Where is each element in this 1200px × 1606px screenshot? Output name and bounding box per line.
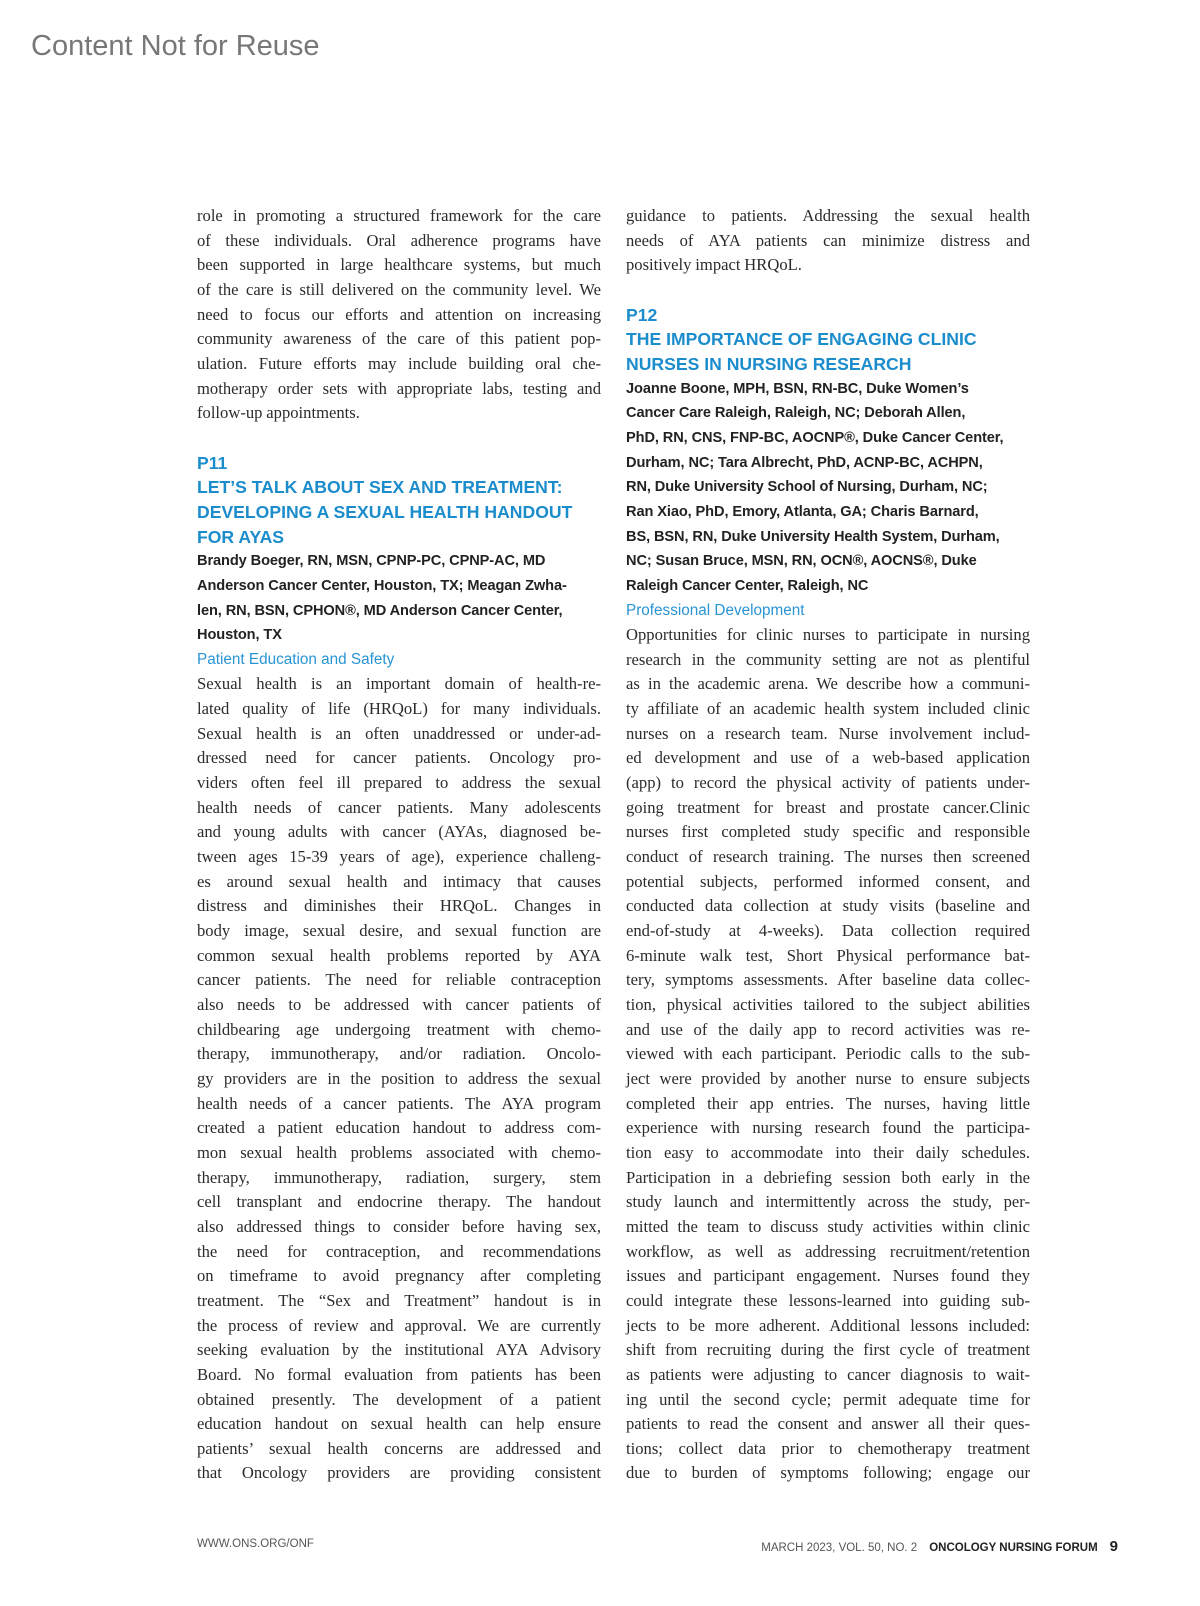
text-line: THE IMPORTANCE OF ENGAGING CLINIC bbox=[626, 329, 977, 350]
text-line: therapy, immunotherapy, and/or radiation. Oncolo- bbox=[197, 1044, 601, 1064]
text-line: 6-minute walk test, Short Physical performance bat- bbox=[626, 945, 1030, 965]
text-line: jects to be more adherent. Additional lessons included: bbox=[626, 1315, 1030, 1335]
text-line: viewed with each participant. Periodic calls to the sub- bbox=[626, 1044, 1030, 1064]
text-line: issues and participant engagement. Nurses found they bbox=[626, 1266, 1030, 1286]
text-line: cancer patients. The need for reliable contraception bbox=[197, 970, 601, 990]
text-line: tions; collect data prior to chemotherapy treatment bbox=[626, 1438, 1030, 1458]
abstract-category bbox=[626, 599, 1030, 624]
footer-issue: MARCH 2023, VOL. 50, NO. 2 bbox=[761, 1542, 918, 1554]
right-column bbox=[626, 204, 1030, 1486]
text-line: workflow, as well as addressing recruitment/retention bbox=[626, 1241, 1030, 1261]
body-paragraph bbox=[626, 204, 1030, 278]
text-line: Participation in a debriefing session both early in the bbox=[626, 1167, 1030, 1187]
left-column bbox=[197, 204, 601, 1486]
text-line: Professional Development bbox=[626, 601, 805, 619]
text-line: and young adults with cancer (AYAs, diagnosed be- bbox=[197, 822, 601, 842]
text-line: been supported in large healthcare systems, but much bbox=[197, 255, 601, 275]
text-line: treatment. The “Sex and Treatment” handout is in bbox=[197, 1290, 601, 1310]
text-line: on timeframe to avoid pregnancy after completing bbox=[197, 1266, 601, 1286]
text-line: Raleigh Cancer Center, Raleigh, NC bbox=[626, 577, 869, 594]
text-line: nurses first completed study specific and responsible bbox=[626, 822, 1030, 842]
text-line: shift from recruiting during the first cycle of treatment bbox=[626, 1340, 1030, 1360]
text-line: distress and diminishes their HRQoL. Changes in bbox=[197, 896, 601, 916]
text-line: therapy, immunotherapy, radiation, surgery, stem bbox=[197, 1167, 601, 1187]
text-line: completed their app entries. The nurses, having little bbox=[626, 1093, 1030, 1113]
text-line: Ran Xiao, PhD, Emory, Atlanta, GA; Charis Barnard, bbox=[626, 503, 979, 520]
text-line: obtained presently. The development of a patient bbox=[197, 1389, 601, 1409]
text-line: potential subjects, performed informed consent, and bbox=[626, 871, 1030, 891]
text-line: RN, Duke University School of Nursing, Durham, NC; bbox=[626, 479, 988, 496]
text-line: ject were provided by another nurse to ensure subjects bbox=[626, 1068, 1030, 1088]
text-line: conduct of research training. The nurses then screened bbox=[626, 847, 1030, 867]
text-line: follow-up appointments. bbox=[197, 403, 360, 423]
text-line: BS, BSN, RN, Duke University Health System, Durham, bbox=[626, 528, 1000, 545]
text-line: motherapy order sets with appropriate labs, testing and bbox=[197, 378, 601, 398]
text-line: patients’ sexual health concerns are addressed and bbox=[197, 1438, 601, 1458]
text-line: P12 bbox=[626, 304, 658, 325]
text-line: es around sexual health and intimacy that causes bbox=[197, 871, 601, 891]
text-line: PhD, RN, CNS, FNP-BC, AOCNP®, Duke Cancer Center, bbox=[626, 429, 1004, 446]
text-line: health needs of a cancer patients. The AYA program bbox=[197, 1093, 601, 1113]
text-line: need to focus our efforts and attention on increasing bbox=[197, 304, 601, 324]
text-line: common sexual health problems reported by AYA bbox=[197, 945, 601, 965]
text-line: that Oncology providers are providing consistent bbox=[197, 1463, 601, 1483]
text-line: as in the academic arena. We describe how a communi- bbox=[626, 674, 1030, 694]
text-line: tery, symptoms assessments. After baseline data collec- bbox=[626, 970, 1030, 990]
text-line: ulation. Future efforts may include building oral che- bbox=[197, 353, 601, 373]
text-line: education handout on sexual health can help ensure bbox=[197, 1414, 601, 1434]
watermark-text: Content Not for Reuse bbox=[31, 30, 320, 62]
text-line: needs of AYA patients can minimize distress and bbox=[626, 230, 1030, 250]
text-line: tion, physical activities tailored to the subject abilities bbox=[626, 995, 1030, 1014]
text-line: tween ages 15-39 years of age), experience challeng- bbox=[197, 847, 601, 867]
text-line: due to burden of symptoms following; engage our bbox=[626, 1463, 1030, 1483]
text-line: nurses on a research team. Nurse involvement includ- bbox=[626, 723, 1030, 743]
text-line: dressed need for cancer patients. Oncology pro- bbox=[197, 748, 601, 768]
abstract-heading bbox=[626, 303, 1030, 377]
text-line: as patients were adjusting to cancer diagnosis to wait- bbox=[626, 1364, 1030, 1384]
text-line: lated quality of life (HRQoL) for many individuals. bbox=[197, 699, 601, 719]
text-line: Durham, NC; Tara Albrecht, PhD, ACNP-BC, ACHPN, bbox=[626, 454, 983, 471]
body-paragraph bbox=[197, 204, 601, 426]
spacer bbox=[626, 278, 1030, 303]
text-line: Board. No formal evaluation from patients has been bbox=[197, 1364, 601, 1384]
text-line: body image, sexual desire, and sexual function are bbox=[197, 921, 601, 941]
text-line: guidance to patients. Addressing the sexual health bbox=[626, 206, 1030, 225]
spacer bbox=[197, 426, 601, 451]
text-line: role in promoting a structured framework for the care bbox=[197, 206, 601, 225]
text-line: Anderson Cancer Center, Houston, TX; Meagan Zwha- bbox=[197, 577, 567, 594]
text-line: Houston, TX bbox=[197, 627, 282, 644]
text-line: Patient Education and Safety bbox=[197, 650, 395, 668]
text-line: NC; Susan Bruce, MSN, RN, OCN®, AOCNS®, Duke bbox=[626, 553, 977, 570]
text-line: mitted the team to discuss study activities within clinic bbox=[626, 1216, 1030, 1236]
page-number: 9 bbox=[1109, 1538, 1118, 1555]
text-line: also addressed things to consider before having sex, bbox=[197, 1216, 601, 1236]
text-line: and use of the daily app to record activities was re- bbox=[626, 1019, 1030, 1039]
text-line: Joanne Boone, MPH, BSN, RN-BC, Duke Women’s bbox=[626, 380, 969, 397]
footer-url: WWW.ONS.ORG/ONF bbox=[197, 1538, 314, 1550]
text-line: ty affiliate of an academic health system included clinic bbox=[626, 699, 1030, 719]
footer-right bbox=[761, 1538, 1118, 1555]
text-line: community awareness of the care of this patient pop- bbox=[197, 329, 601, 349]
text-line: tion easy to accommodate into their daily schedules. bbox=[626, 1142, 1030, 1162]
text-line: cell transplant and endocrine therapy. The handout bbox=[197, 1192, 601, 1212]
text-line: end-of-study at 4-weeks). Data collection required bbox=[626, 921, 1030, 941]
text-line: also needs to be addressed with cancer patients of bbox=[197, 995, 601, 1014]
text-line: research in the community setting are not as plentiful bbox=[626, 649, 1030, 669]
text-line: DEVELOPING A SEXUAL HEALTH HANDOUT bbox=[197, 501, 573, 522]
text-line: Brandy Boeger, RN, MSN, CPNP-PC, CPNP-AC, MD bbox=[197, 553, 546, 570]
text-line: (app) to record the physical activity of patients under- bbox=[626, 773, 1030, 793]
text-line: the need for contraception, and recommendations bbox=[197, 1241, 601, 1261]
text-line: ing until the second cycle; permit adequate time for bbox=[626, 1389, 1030, 1409]
abstract-category bbox=[197, 648, 601, 673]
text-line: viders often feel ill prepared to address the sexual bbox=[197, 773, 601, 793]
text-line: conducted data collection at study visits (baseline and bbox=[626, 896, 1030, 916]
text-line: NURSES IN NURSING RESEARCH bbox=[626, 353, 912, 374]
abstract-heading bbox=[197, 451, 601, 550]
text-line: experience with nursing research found the participa- bbox=[626, 1118, 1030, 1138]
text-line: Sexual health is an important domain of health-re- bbox=[197, 674, 601, 694]
text-line: len, RN, BSN, CPHON®, MD Anderson Cancer Center, bbox=[197, 602, 563, 619]
author-list bbox=[197, 549, 601, 648]
text-line: created a patient education handout to address com- bbox=[197, 1118, 601, 1138]
text-line: Cancer Care Raleigh, Raleigh, NC; Deborah Allen, bbox=[626, 405, 966, 422]
text-line: Sexual health is an often unaddressed or under-ad- bbox=[197, 723, 601, 743]
text-line: P11 bbox=[197, 452, 228, 473]
footer-journal-name: ONCOLOGY NURSING FORUM bbox=[929, 1542, 1098, 1554]
text-line: going treatment for breast and prostate cancer.Clinic bbox=[626, 797, 1030, 817]
text-line: positively impact HRQoL. bbox=[626, 255, 802, 275]
text-line: the process of review and approval. We are currently bbox=[197, 1315, 601, 1335]
text-line: childbearing age undergoing treatment with chemo- bbox=[197, 1019, 601, 1039]
text-line: seeking evaluation by the institutional AYA Advisory bbox=[197, 1340, 601, 1360]
text-line: gy providers are in the position to address the sexual bbox=[197, 1068, 601, 1088]
text-line: could integrate these lessons-learned into guiding sub- bbox=[626, 1290, 1030, 1310]
text-line: ed development and use of a web-based application bbox=[626, 748, 1030, 768]
text-line: study launch and intermittently across the study, per- bbox=[626, 1192, 1030, 1212]
text-line: mon sexual health problems associated with chemo- bbox=[197, 1142, 601, 1162]
text-line: FOR AYAS bbox=[197, 526, 285, 547]
text-line: patients to read the consent and answer all their ques- bbox=[626, 1414, 1030, 1434]
text-line: Opportunities for clinic nurses to participate in nursing bbox=[626, 625, 1030, 645]
text-line: of these individuals. Oral adherence programs have bbox=[197, 230, 601, 250]
body-paragraph bbox=[626, 623, 1030, 1486]
body-paragraph bbox=[197, 672, 601, 1486]
author-list bbox=[626, 377, 1030, 599]
text-line: health needs of cancer patients. Many adolescents bbox=[197, 797, 601, 817]
text-line: LET’S TALK ABOUT SEX AND TREATMENT: bbox=[197, 477, 563, 498]
text-line: of the care is still delivered on the community level. We bbox=[197, 279, 601, 299]
